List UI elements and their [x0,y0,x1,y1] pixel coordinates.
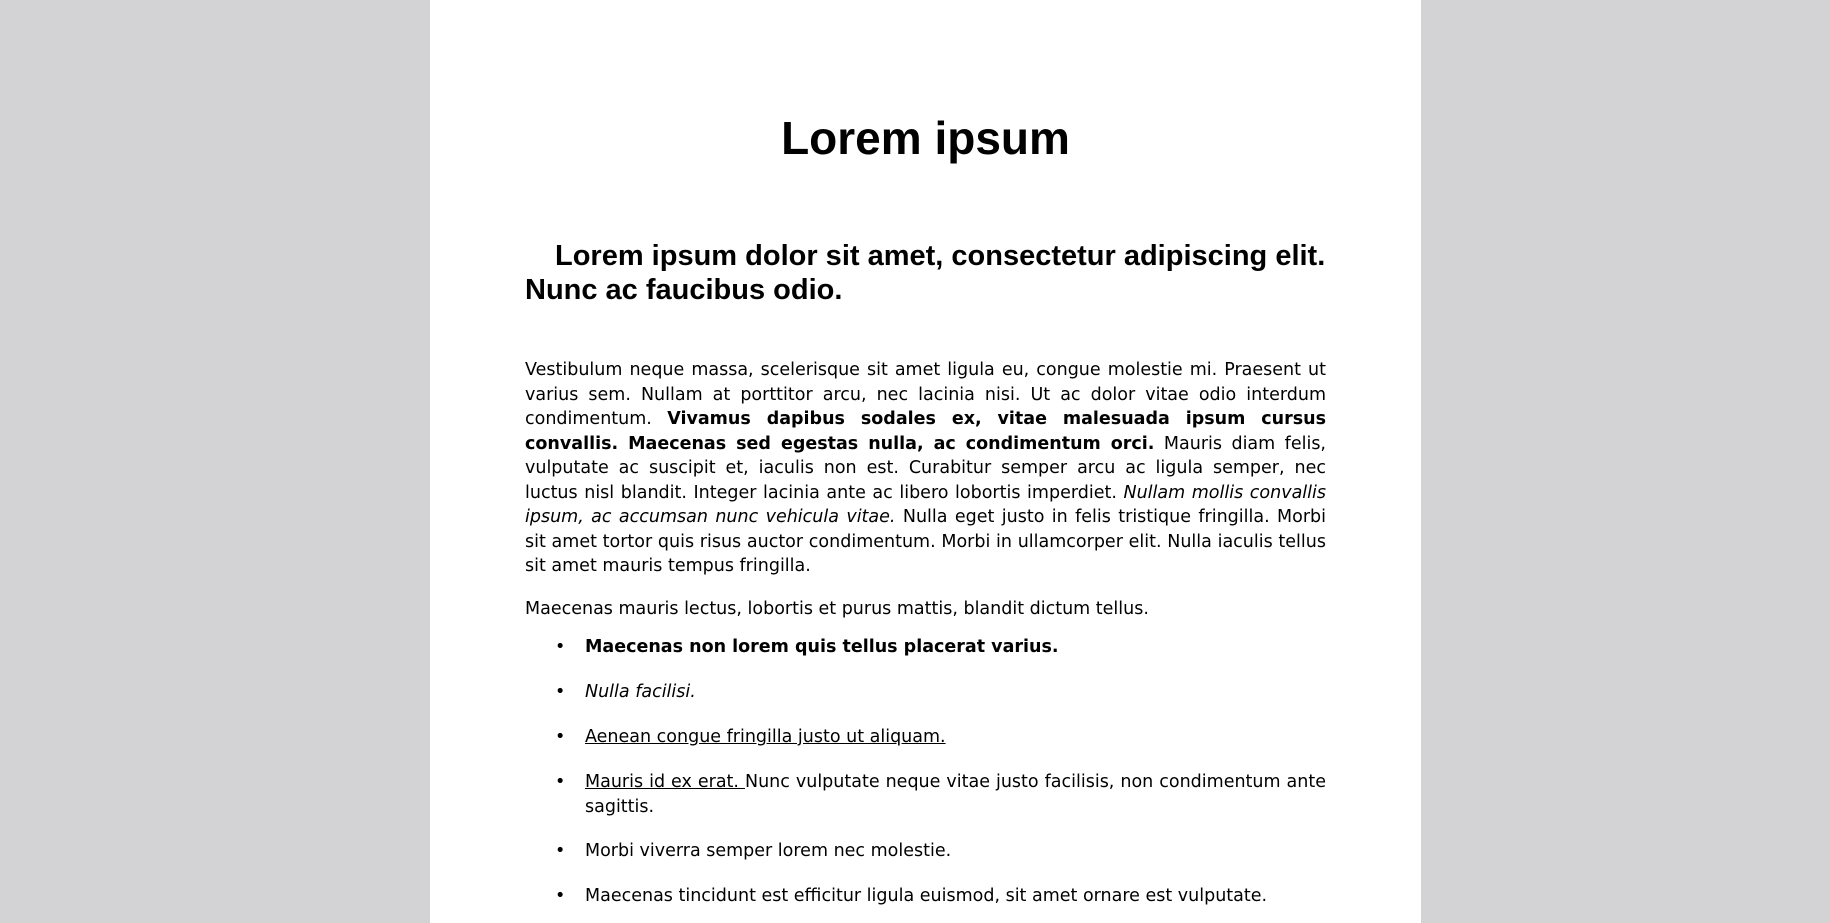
paragraph-text-part3: Nulla eget justo in felis tristique fringilla. Morbi sit amet tortor quis risus auctor condimentum. Morbi in ullamcorper elit. Nulla iaculis tellus sit amet mauris tempus fringilla. [525,507,1327,576]
list-item-text: Maecenas non lorem quis tellus placerat varius. [585,637,1059,657]
document-title: Lorem ipsum [781,112,1070,164]
bullet-icon: • [555,682,566,702]
body-paragraph [525,358,1326,579]
bullet-icon: • [555,772,566,792]
bullet-icon: • [555,886,566,906]
document-subtitle: Lorem ipsum dolor sit amet, consectetur adipiscing elit. Nunc ac faucibus odio. [525,240,1326,306]
list-item [555,725,1326,750]
list-intro: Maecenas mauris lectus, lobortis et purus mattis, blandit dictum tellus. [525,598,1149,619]
list-item-text: Nunc vulputate neque vitae justo facilisis, non condimentum ante sagittis. [585,772,1326,817]
list-item-text: Aenean congue fringilla justo ut aliquam. [585,727,946,747]
list-item [555,770,1326,819]
paragraph-text-part2: Mauris diam felis, vulputate ac suscipit et, iaculis non est. Curabitur semper arcu ac ligula semper, nec luctus nisl blandit. Integer lacinia ante ac libero lobortis imperdiet. [525,433,1326,503]
list-item [555,680,1326,705]
list-item-text: Nulla facilisi. [585,682,696,702]
list-item-text: Morbi viverra semper lorem nec molestie. [585,841,952,861]
list-item [555,839,1326,864]
list-item-text: Maecenas tincidunt est efficitur ligula euismod, sit amet ornare est vulputate. [585,886,1268,906]
bullet-icon: • [555,727,566,747]
list-item [555,635,1326,660]
bullet-icon: • [555,637,566,657]
list-item-underlined-text: Mauris id ex erat. [585,772,745,792]
paragraph-italic-text: Nullam mollis convallis ipsum, ac accumsan nunc vehicula vitae. [525,482,1326,527]
document-page [430,0,1421,923]
paragraph-bold-text: Vivamus dapibus sodales ex, vitae malesuada ipsum cursus convallis. Maecenas sed egestas nulla, ac condimentum orci. [525,409,1326,454]
bullet-icon: • [555,841,566,861]
paragraph-text-part1: Vestibulum neque massa, scelerisque sit amet ligula eu, congue molestie mi. Praesent ut varius sem. Nullam at porttitor arcu, nec lacinia nisi. Ut ac dolor vitae odio interdum condimentum. [525,360,1326,429]
bullet-list [525,635,1326,909]
list-item [555,884,1326,909]
document-body [525,358,1326,923]
